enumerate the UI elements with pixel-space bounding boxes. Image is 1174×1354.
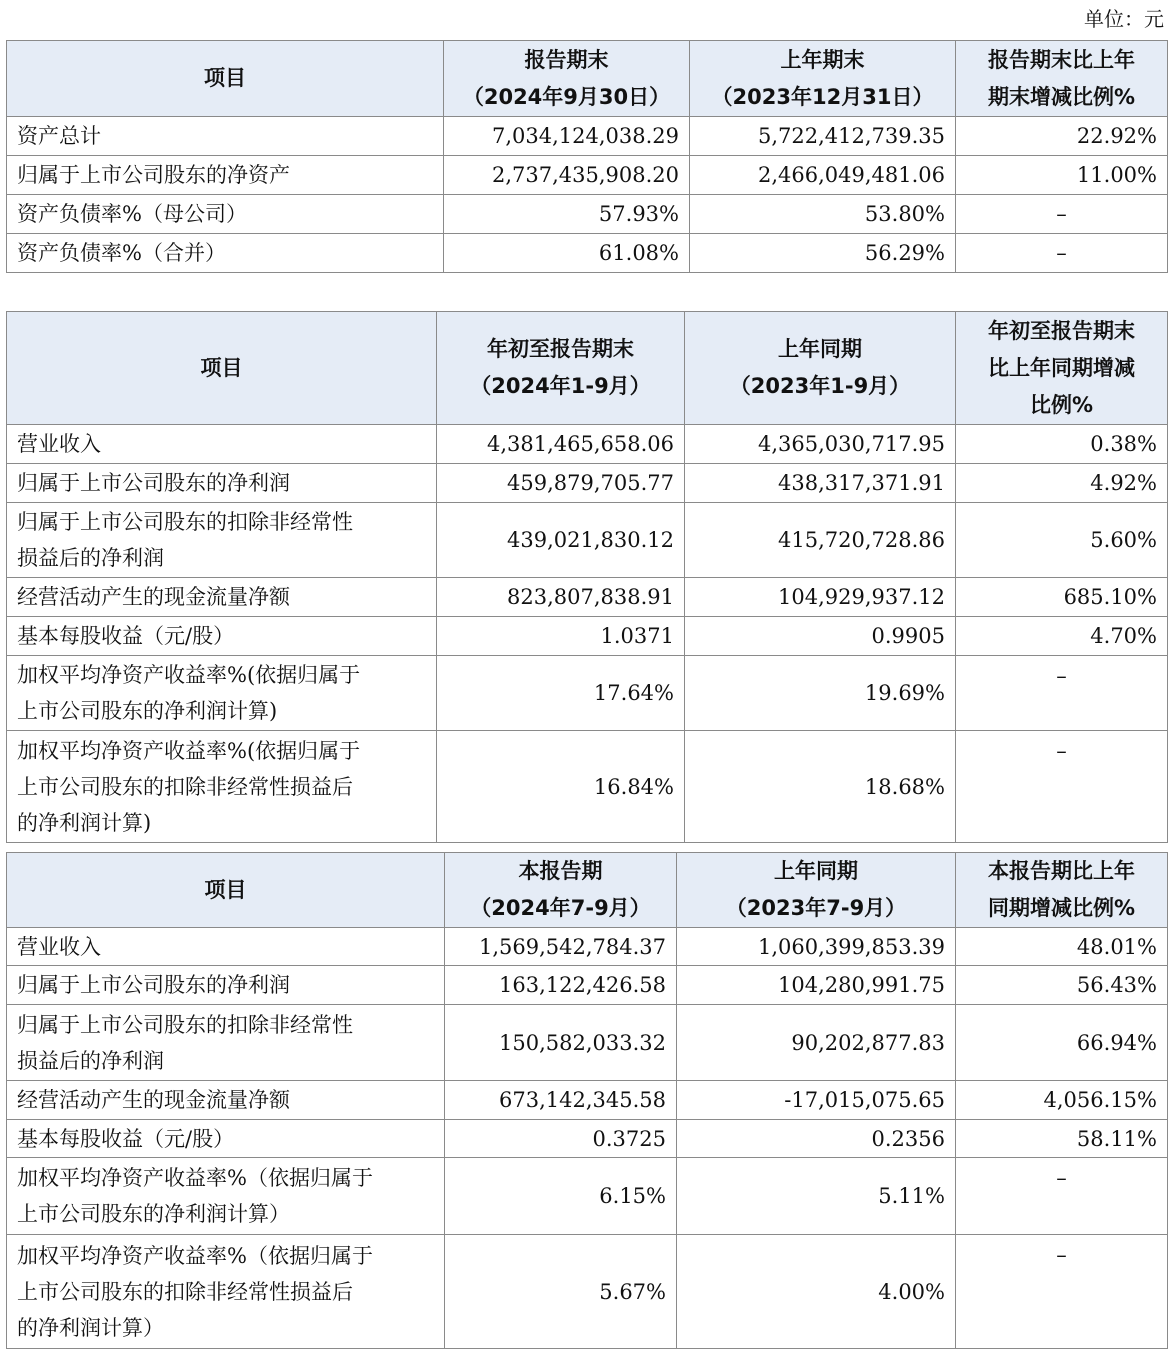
cell-value: 459,879,705.77 xyxy=(437,464,685,503)
cell-value: 53.80% xyxy=(690,195,956,234)
ytd-income-table xyxy=(6,311,1168,843)
row-label: 营业收入 xyxy=(7,425,437,464)
row-label: 归属于上市公司股东的扣除非经常性 损益后的净利润 xyxy=(7,1005,445,1081)
cell-value: 56.43% xyxy=(956,966,1168,1005)
cell-value: 48.01% xyxy=(956,928,1168,966)
unit-label: 单位：元 xyxy=(1084,7,1164,31)
row-label: 营业收入 xyxy=(7,928,445,966)
quarter-income-table xyxy=(6,852,1168,1349)
cell-value: 4,381,465,658.06 xyxy=(437,425,685,464)
cell-value: 4,365,030,717.95 xyxy=(685,425,956,464)
cell-value: – xyxy=(956,1235,1168,1349)
table-row xyxy=(7,731,1168,843)
header-period-end: 报告期末 （2024年9月30日） xyxy=(444,41,690,117)
header-change-ratio: 年初至报告期末 比上年同期增减 比例% xyxy=(956,312,1168,425)
table-row xyxy=(7,578,1168,617)
cell-value: -17,015,075.65 xyxy=(677,1081,956,1120)
header-prior-period: 上年同期 （2023年7-9月） xyxy=(677,853,956,928)
cell-value: 2,737,435,908.20 xyxy=(444,156,690,195)
row-label: 资产总计 xyxy=(7,117,444,156)
table-row xyxy=(7,1081,1168,1120)
cell-value: 1,569,542,784.37 xyxy=(445,928,677,966)
row-label: 归属于上市公司股东的净资产 xyxy=(7,156,444,195)
table-row xyxy=(7,425,1168,464)
cell-value: 415,720,728.86 xyxy=(685,503,956,578)
cell-value: 4,056.15% xyxy=(956,1081,1168,1120)
header-item: 项目 xyxy=(7,41,444,117)
cell-value: 66.94% xyxy=(956,1005,1168,1081)
cell-value: 16.84% xyxy=(437,731,685,843)
cell-value: 104,280,991.75 xyxy=(677,966,956,1005)
table-row xyxy=(7,234,1168,273)
table-row xyxy=(7,1235,1168,1349)
cell-value: 823,807,838.91 xyxy=(437,578,685,617)
cell-value: 5.67% xyxy=(445,1235,677,1349)
cell-value: 1,060,399,853.39 xyxy=(677,928,956,966)
cell-value: 56.29% xyxy=(690,234,956,273)
header-prior-year-end: 上年期末 （2023年12月31日） xyxy=(690,41,956,117)
cell-value: 0.3725 xyxy=(445,1120,677,1158)
cell-value: 19.69% xyxy=(685,656,956,731)
row-label: 基本每股收益（元/股） xyxy=(7,617,437,656)
header-prior-period: 上年同期 （2023年1-9月） xyxy=(685,312,956,425)
header-item: 项目 xyxy=(7,853,445,928)
cell-value: 57.93% xyxy=(444,195,690,234)
cell-value: 438,317,371.91 xyxy=(685,464,956,503)
row-label: 加权平均净资产收益率%（依据归属于 上市公司股东的扣除非经常性损益后 的净利润计算） xyxy=(7,1235,445,1349)
cell-value: 4.70% xyxy=(956,617,1168,656)
cell-value: – xyxy=(956,234,1168,273)
cell-value: 90,202,877.83 xyxy=(677,1005,956,1081)
row-label: 资产负债率%（母公司） xyxy=(7,195,444,234)
cell-value: 0.9905 xyxy=(685,617,956,656)
table-row xyxy=(7,966,1168,1005)
row-label: 归属于上市公司股东的净利润 xyxy=(7,464,437,503)
table-row xyxy=(7,1120,1168,1158)
cell-value: 11.00% xyxy=(956,156,1168,195)
header-item: 项目 xyxy=(7,312,437,425)
cell-value: 685.10% xyxy=(956,578,1168,617)
cell-value: 5,722,412,739.35 xyxy=(690,117,956,156)
row-label: 加权平均净资产收益率%(依据归属于 上市公司股东的扣除非经常性损益后 的净利润计算) xyxy=(7,731,437,843)
balance-summary-table xyxy=(6,40,1168,273)
table-row xyxy=(7,464,1168,503)
header-change-ratio: 本报告期比上年 同期增减比例% xyxy=(956,853,1168,928)
header-ytd: 年初至报告期末 （2024年1-9月） xyxy=(437,312,685,425)
table-row xyxy=(7,503,1168,578)
table-row xyxy=(7,195,1168,234)
row-label: 加权平均净资产收益率%（依据归属于 上市公司股东的净利润计算） xyxy=(7,1158,445,1235)
cell-value: 5.11% xyxy=(677,1158,956,1235)
header-current-period: 本报告期 （2024年7-9月） xyxy=(445,853,677,928)
cell-value: 150,582,033.32 xyxy=(445,1005,677,1081)
table-row xyxy=(7,1158,1168,1235)
cell-value: 6.15% xyxy=(445,1158,677,1235)
cell-value: – xyxy=(956,731,1168,843)
cell-value: 0.2356 xyxy=(677,1120,956,1158)
cell-value: 17.64% xyxy=(437,656,685,731)
table-row xyxy=(7,156,1168,195)
cell-value: 1.0371 xyxy=(437,617,685,656)
table-header-row xyxy=(7,41,1168,117)
row-label: 资产负债率%（合并） xyxy=(7,234,444,273)
cell-value: 18.68% xyxy=(685,731,956,843)
table-row xyxy=(7,617,1168,656)
cell-value: 4.00% xyxy=(677,1235,956,1349)
row-label: 归属于上市公司股东的净利润 xyxy=(7,966,445,1005)
table-row xyxy=(7,1005,1168,1081)
row-label: 基本每股收益（元/股） xyxy=(7,1120,445,1158)
table-row xyxy=(7,117,1168,156)
row-label: 加权平均净资产收益率%(依据归属于 上市公司股东的净利润计算) xyxy=(7,656,437,731)
row-label: 归属于上市公司股东的扣除非经常性 损益后的净利润 xyxy=(7,503,437,578)
table-header-row xyxy=(7,853,1168,928)
cell-value: 61.08% xyxy=(444,234,690,273)
cell-value: 7,034,124,038.29 xyxy=(444,117,690,156)
row-label: 经营活动产生的现金流量净额 xyxy=(7,578,437,617)
cell-value: 4.92% xyxy=(956,464,1168,503)
cell-value: 104,929,937.12 xyxy=(685,578,956,617)
table-row xyxy=(7,656,1168,731)
row-label: 经营活动产生的现金流量净额 xyxy=(7,1081,445,1120)
cell-value: 163,122,426.58 xyxy=(445,966,677,1005)
cell-value: 2,466,049,481.06 xyxy=(690,156,956,195)
cell-value: 5.60% xyxy=(956,503,1168,578)
cell-value: 673,142,345.58 xyxy=(445,1081,677,1120)
table-header-row xyxy=(7,312,1168,425)
cell-value: 439,021,830.12 xyxy=(437,503,685,578)
cell-value: 58.11% xyxy=(956,1120,1168,1158)
cell-value: 22.92% xyxy=(956,117,1168,156)
table-row xyxy=(7,928,1168,966)
header-change-ratio: 报告期末比上年 期末增减比例% xyxy=(956,41,1168,117)
cell-value: – xyxy=(956,1158,1168,1235)
cell-value: – xyxy=(956,656,1168,731)
cell-value: – xyxy=(956,195,1168,234)
cell-value: 0.38% xyxy=(956,425,1168,464)
